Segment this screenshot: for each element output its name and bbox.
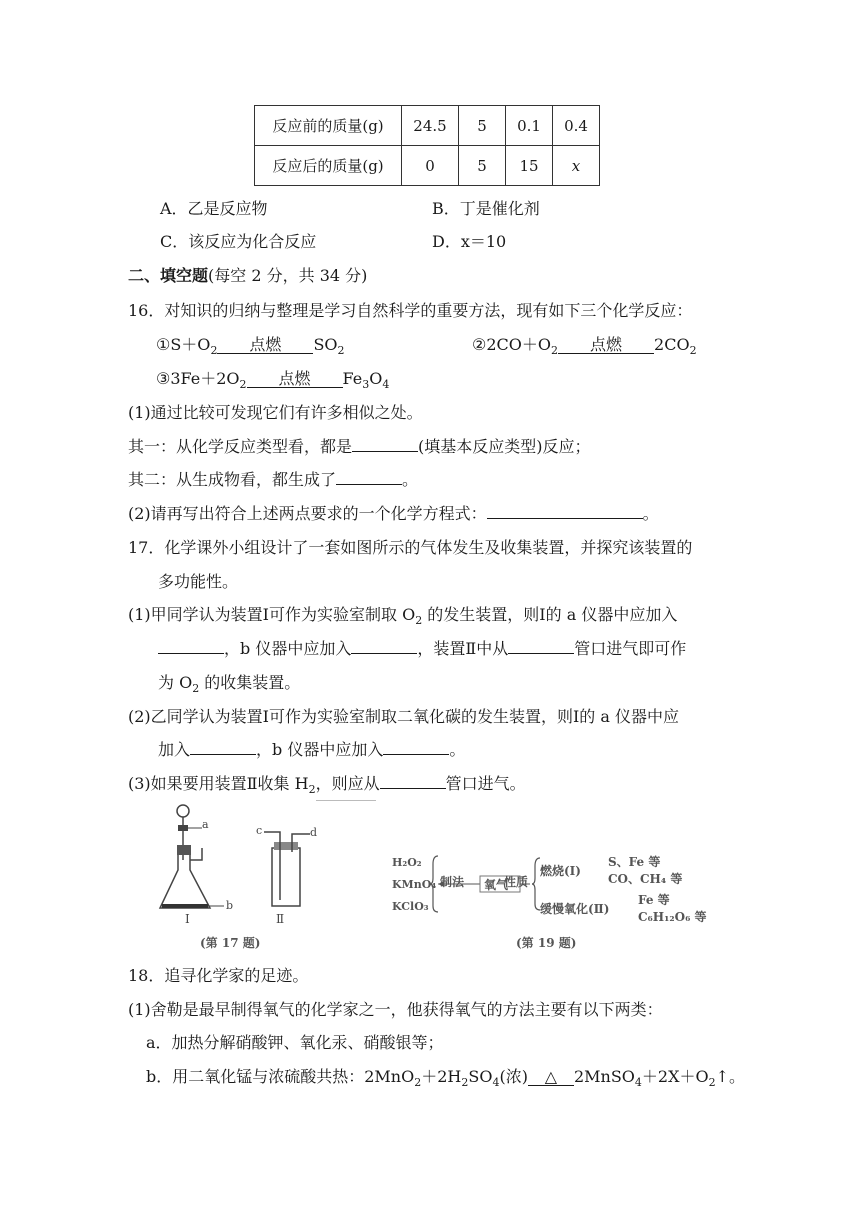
brace-icon xyxy=(430,856,438,912)
answer-blank xyxy=(383,740,449,755)
option-b: B．丁是催化剂 xyxy=(432,199,540,218)
eq-left: ①S＋O xyxy=(156,335,211,354)
text: ＋2X＋O xyxy=(641,1067,709,1086)
figure-19-caption: (第 19 题) xyxy=(516,936,577,950)
q17-part2-line1: (2)乙同学认为装置Ⅰ可作为实验室制取二氧化碳的发生装置，则Ⅰ的 a 仪器中应 xyxy=(128,707,680,726)
text: (填基本反应类型)反应； xyxy=(418,437,591,456)
table-cell: 0.1 xyxy=(506,106,553,146)
q18-item-a: a．加热分解硝酸钾、氧化汞、硝酸银等； xyxy=(146,1033,444,1052)
section-title xyxy=(128,263,367,286)
q16-stem: 16．对知识的归纳与整理是学习自然科学的重要方法，现有如下三个化学反应： xyxy=(128,301,693,320)
funnel-bulb-icon xyxy=(177,805,189,817)
gas-bottle-icon xyxy=(272,848,300,906)
text: 2MnSO xyxy=(573,1067,635,1086)
slow-item-2: C₆H₁₂O₆ 等 xyxy=(638,910,707,924)
row-label: 反应前的质量(g) xyxy=(255,106,402,146)
q17-part1-line2 xyxy=(158,636,686,659)
stopper-icon xyxy=(274,842,298,850)
q16-part1b xyxy=(128,467,418,490)
text: ，则应从 xyxy=(315,774,380,793)
table-cell: 15 xyxy=(506,146,553,186)
text: ，b 仪器中应加入 xyxy=(256,740,384,759)
table-row xyxy=(255,106,600,146)
table-cell: x xyxy=(553,146,600,186)
apparatus-number-2: Ⅱ xyxy=(276,912,285,926)
answer-blank xyxy=(190,740,256,755)
text: 。 xyxy=(402,470,419,489)
text: 其一：从化学反应类型看，都是 xyxy=(128,437,353,456)
text: SO xyxy=(468,1067,493,1086)
oxygen-label: 氧气 xyxy=(484,878,509,892)
slow-oxidation-label: 缓慢氧化(Ⅱ) xyxy=(540,902,610,916)
answer-blank xyxy=(508,639,574,654)
brace-icon xyxy=(532,858,540,910)
equation-2: $②2CO+O_2$ 点燃 $2CO_2$ xyxy=(472,335,697,358)
text: b．用二氧化锰与浓硫酸共热：2MnO xyxy=(146,1067,415,1086)
label-a: a xyxy=(202,818,209,831)
text: (1)甲同学认为装置Ⅰ可作为实验室制取 O xyxy=(128,605,416,624)
q17-stem-1: 17．化学课外小组设计了一套如图所示的气体发生及收集装置，并探究该装置的 xyxy=(128,538,693,557)
table-cell: 0 xyxy=(402,146,459,186)
eq-left: ②2CO＋O xyxy=(472,335,552,354)
table-row xyxy=(255,146,600,186)
apparatus-figure-17 xyxy=(150,800,350,930)
text: 管口进气即可作 xyxy=(574,639,687,658)
q17-part3: (3)如果要用装置Ⅱ收集 $H_2$，则应从 管口进气。 xyxy=(128,774,526,797)
eq-right: SO xyxy=(313,335,338,354)
answer-blank xyxy=(158,639,224,654)
eq-right: 2CO xyxy=(654,335,690,354)
q16-part1a xyxy=(128,434,591,457)
answer-blank xyxy=(351,639,417,654)
reaction-condition: 点燃 xyxy=(217,337,313,354)
option-c: C．该反应为化合反应 xyxy=(160,232,317,251)
table-cell: 5 xyxy=(459,146,506,186)
table-cell: 5 xyxy=(459,106,506,146)
reaction-condition: △ xyxy=(528,1069,574,1086)
table-cell: 0.4 xyxy=(553,106,600,146)
option-a: A．乙是反应物 xyxy=(160,199,268,218)
reaction-condition: 点燃 xyxy=(247,371,343,388)
row-label: 反应后的质量(g) xyxy=(255,146,402,186)
text: 的收集装置。 xyxy=(199,673,301,692)
q18-item-b: b．用二氧化锰与浓硫酸共热：$2MnO_2+2H_2SO_4$(浓) △ $2MnSO_4+2X+O_2↑$。 xyxy=(146,1067,746,1090)
stopper-icon xyxy=(177,845,191,855)
apparatus-number-1: Ⅰ xyxy=(185,912,190,926)
text: ＋2H xyxy=(421,1067,462,1086)
text: ，b 仪器中应加入 xyxy=(224,639,352,658)
text: ，装置Ⅱ中从 xyxy=(417,639,509,658)
method-h2o2: H₂O₂ xyxy=(392,856,422,869)
reaction-condition: 点燃 xyxy=(558,337,654,354)
option-d: D．x＝10 xyxy=(432,232,507,251)
answer-blank xyxy=(352,437,418,452)
eq-right: Fe xyxy=(342,369,363,388)
text: (3)如果要用装置Ⅱ收集 H xyxy=(128,774,309,793)
text: 加入 xyxy=(158,740,191,759)
conical-flask-icon xyxy=(160,855,210,908)
stopcock-icon xyxy=(178,825,188,831)
property-label: 性质 xyxy=(504,875,529,889)
label-c: c xyxy=(256,824,263,837)
q17-part1-line1: (1)甲同学认为装置Ⅰ可作为实验室制取 $O_2$ 的发生装置，则Ⅰ的 a 仪器中应加入 xyxy=(128,605,678,628)
q17-stem-2: 多功能性。 xyxy=(158,572,239,591)
equation-3: $③3Fe+2O_2$ 点燃 $Fe_3O_4$ xyxy=(156,369,390,392)
label-d: d xyxy=(310,826,318,839)
q17-part1-line3: 为 $O_2$ 的收集装置。 xyxy=(158,673,301,696)
section-note: (每空 2 分，共 34 分) xyxy=(208,266,368,285)
figure-17-caption: (第 17 题) xyxy=(200,936,261,950)
text: (2)请再写出符合上述两点要求的一个化学方程式： xyxy=(128,504,487,523)
method-label: 制法 xyxy=(440,875,465,889)
q17-part2-line2 xyxy=(158,737,465,760)
method-kmno4: KMnO₄ xyxy=(392,878,437,891)
answer-blank xyxy=(336,470,402,485)
slow-item-1: Fe 等 xyxy=(638,893,670,907)
answer-blank xyxy=(487,504,643,519)
method-kclo3: KClO₃ xyxy=(392,900,429,913)
q18-part1: (1)舍勒是最早制得氧气的化学家之一，他获得氧气的方法主要有以下两类： xyxy=(128,1000,663,1019)
mass-table xyxy=(254,105,600,186)
combustion-item-1: S、Fe 等 xyxy=(608,855,661,869)
text: 。 xyxy=(449,740,466,759)
text: 。 xyxy=(642,504,659,523)
text: 其二：从生成物看，都生成了 xyxy=(128,470,337,489)
section-title-text: 二、填空题 xyxy=(128,266,209,285)
text: ↑。 xyxy=(715,1067,746,1086)
text: 管口进气。 xyxy=(445,774,526,793)
label-b: b xyxy=(226,899,234,912)
eq-left: ③3Fe＋2O xyxy=(156,369,240,388)
table-cell: 24.5 xyxy=(402,106,459,146)
text: 的发生装置，则Ⅰ的 a 仪器中应加入 xyxy=(422,605,678,624)
combustion-item-2: CO、CH₄ 等 xyxy=(608,872,683,886)
delivery-tube-icon xyxy=(190,848,202,860)
combustion-label: 燃烧(Ⅰ) xyxy=(540,864,581,878)
q16-part2 xyxy=(128,501,659,524)
answer-blank xyxy=(380,774,446,789)
q18-stem: 18．追寻化学家的足迹。 xyxy=(128,966,309,985)
equation-1: $①S+O_2$ 点燃 $SO_2$ xyxy=(156,335,345,358)
text: (浓) xyxy=(499,1067,528,1086)
text: 为 O xyxy=(158,673,193,692)
q16-part1: (1)通过比较可发现它们有许多相似之处。 xyxy=(128,403,423,422)
